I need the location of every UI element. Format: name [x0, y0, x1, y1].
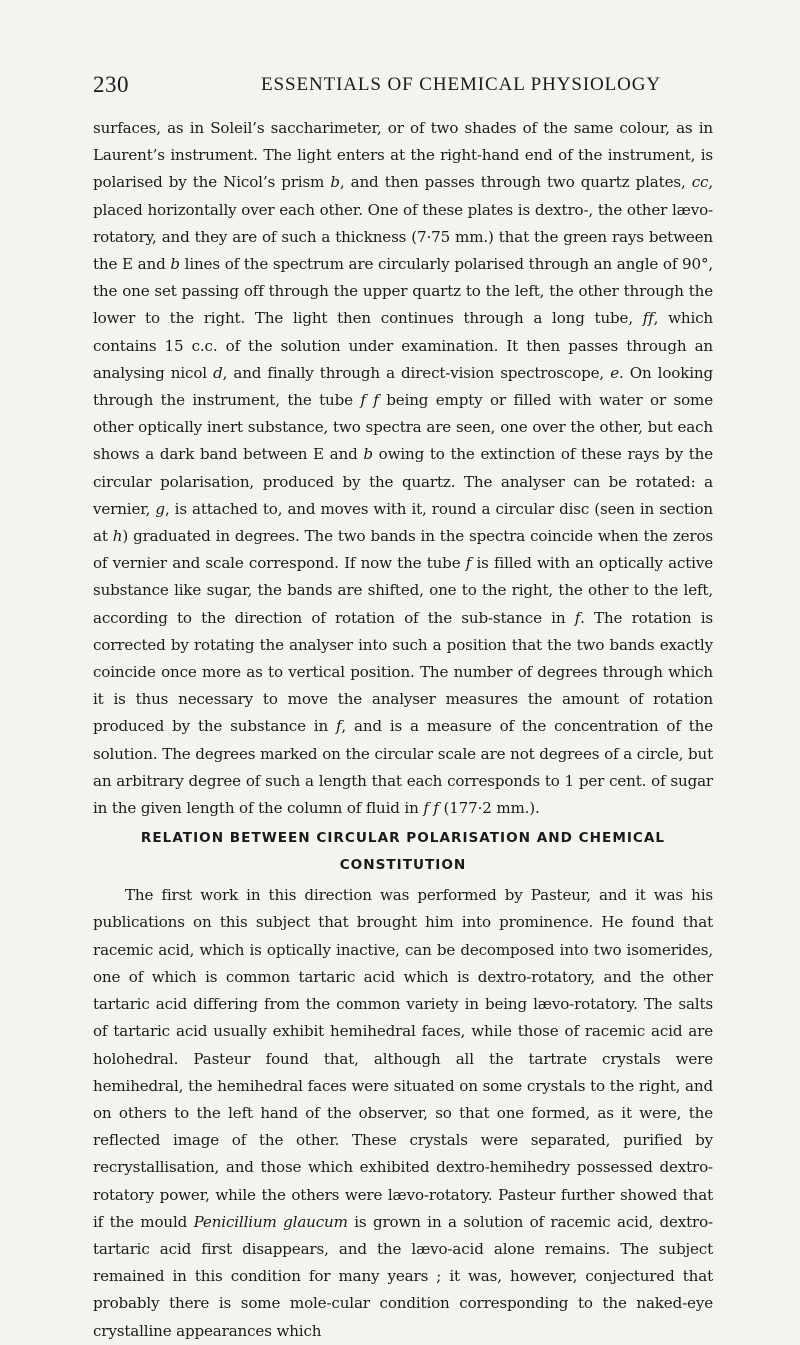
running-head	[93, 72, 713, 104]
text-run: surfaces, as in Soleil’s saccharimeter, or of two shades of the same colour, as in Laurent’s instrument. The light enters at the right-hand end of the instrument, is polarised by the Nicol’s prism	[93, 119, 713, 192]
italic-label: b	[363, 445, 373, 464]
text-run: (177·2 mm.).	[438, 799, 540, 818]
text-run: . The rotation is corrected by rotating the analyser into such a position that the two bands exactly coincide once more as to vertical position. The number of degrees through which it is thus necessary to move the analyser measures the amount of rotation produced by the substance in	[93, 608, 713, 736]
italic-label: g	[155, 499, 165, 518]
section-heading-line-1: RELATION BETWEEN CIRCULAR POLARISATION AND CHEMICAL	[140, 830, 666, 847]
text-run: is grown in a solution of racemic acid, dextro-tartaric acid first disappears, and the lævo-acid alone remains. The subject remained in this condition for many years ; it was, however, conjectured that probably there is some mole-cular condition corresponding to the naked-eye crystalline appearances which	[93, 1212, 713, 1340]
italic-label: b	[170, 255, 180, 274]
italic-label: f f	[360, 391, 379, 410]
italic-label: f f	[423, 799, 439, 818]
page-number: 230	[93, 72, 129, 97]
section-heading	[93, 825, 713, 879]
running-title: ESSENTIALS OF CHEMICAL PHYSIOLOGY	[261, 74, 662, 95]
text-run: being empty or filled with water or some other optically inert substance, two spectra are seen, one over the other, but each shows a dark band between E and	[93, 391, 713, 464]
text-run: , is attached to, and moves with it, round a circular disc (seen in section at	[93, 499, 713, 546]
section-heading-line-2: CONSTITUTION	[339, 857, 467, 874]
text-run: ) graduated in degrees. The two bands in the spectra coincide when the zeros of vernier and scale correspond. If now the tube	[93, 527, 714, 573]
italic-label: f	[574, 608, 581, 627]
body-text	[93, 115, 713, 1345]
text-run: The first work in this direction was performed by Pasteur, and it was his publications on this subject that brought him into prominence. He found that racemic acid, which is optically inactive, can be decomposed into two isomerides, one of which is common tartaric acid which is dextro-rotatory, and the other tartaric acid differing from the common variety in being lævo-rotatory. The salts of tartaric acid usually exhibit hemihedral faces, while those of racemic acid are holohedral. Pasteur found that, although all the tartrate crystals were hemihedral, the hemihedral faces were situated on some crystals to the right, and on others to the left hand of the observer, so that one formed, as it were, the reflected image of the other. These crystals were separated, purified by recrystallisation, and those which exhibited dextro-hemihedry possessed dextro-rotatory power, while the others were lævo-rotatory. Pasteur further showed that if the mould	[93, 886, 713, 1231]
paragraph-pasteur	[93, 882, 713, 1344]
italic-label: b	[330, 173, 340, 192]
text-run: , placed horizontally over each other. One of these plates is dextro-, the other lævo-rotatory, and they are of such a thickness (7·75 mm.) that the green rays between the E and	[93, 173, 713, 274]
italic-label: e	[610, 363, 619, 382]
text-run: , and then passes through two quartz plates,	[339, 173, 692, 192]
italic-label: f	[465, 554, 472, 573]
text-run: owing to the extinction of these rays by the circular polarisation, produced by the quartz. The analyser can be rotated: a vernier,	[93, 445, 713, 518]
species-name: Penicillium glaucum	[193, 1212, 348, 1231]
text-run: , and is a measure of the concentration of the solution. The degrees marked on the circular scale are not degrees of a circle, but an arbitrary degree of such a length that each corresponds to 1 per cent. of sugar in the given length of the column of fluid in	[93, 717, 713, 818]
text-run: . On looking through the instrument, the tube	[93, 363, 713, 410]
text-run: , and finally through a direct-vision spectroscope,	[222, 363, 611, 382]
italic-label: ff	[642, 309, 654, 328]
paragraph-saccharimeter-description	[93, 115, 713, 822]
italic-label: d	[213, 363, 223, 382]
italic-label: f	[335, 717, 342, 736]
text-run: is filled with an optically active substance like sugar, the bands are shifted, one to the right, the other to the left, according to the direction of rotation of the sub-stance in	[93, 554, 714, 627]
italic-label: cc	[691, 173, 709, 192]
text-run: lines of the spectrum are circularly polarised through an angle of 90°, the one set passing off through the upper quartz to the left, the other through the lower to the right. The light then continues through a long tube,	[93, 255, 714, 328]
text-run: , which contains 15 c.c. of the solution under examination. It then passes through an analysing nicol	[93, 309, 713, 382]
italic-label: h	[112, 527, 123, 546]
